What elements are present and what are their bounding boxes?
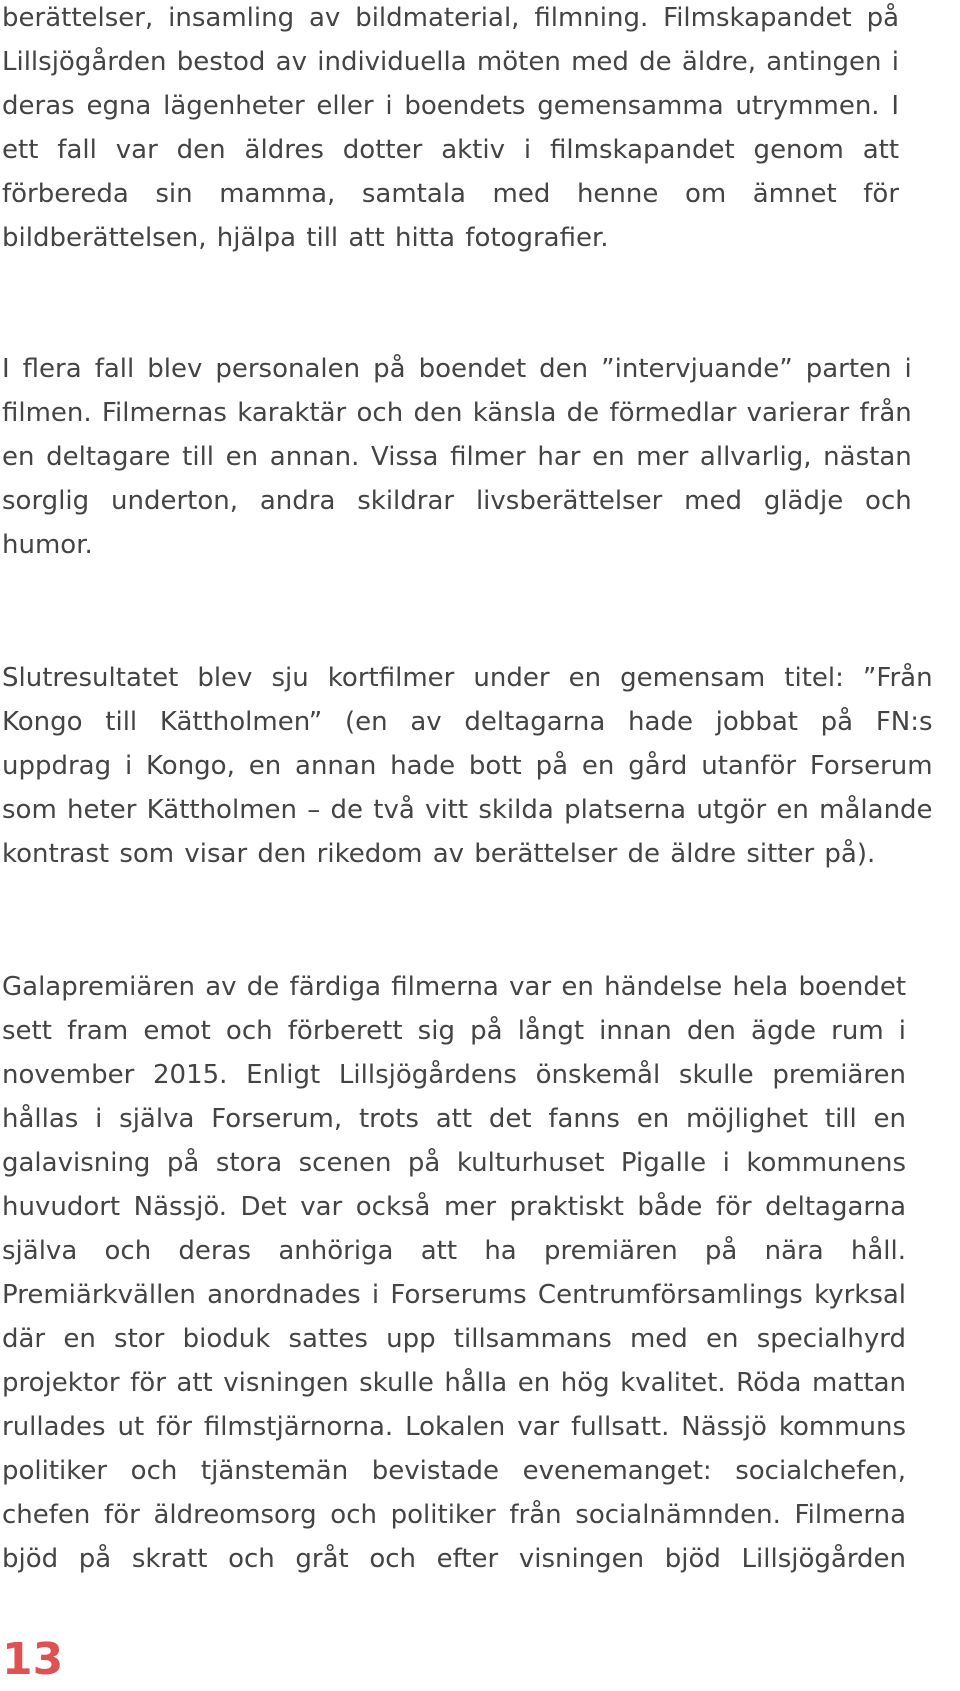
text-line: Kongo till Kättholmen” (en av deltagarna hade jobbat på FN:s xyxy=(2,707,933,737)
text-line: Premiärkvällen anordnades i Forserums Centrumförsamlings kyrksal xyxy=(2,1280,907,1310)
text-line: rullades ut för filmstjärnorna. Lokalen var fullsatt. Nässjö kommuns xyxy=(2,1412,907,1442)
text-line: humor. xyxy=(2,530,93,560)
text-line: hållas i själva Forserum, trots att det fanns en möjlighet till en xyxy=(2,1104,907,1134)
text-line: sorglig underton, andra skildrar livsberättelser med glädje och xyxy=(2,486,912,516)
text-line: bildberättelsen, hjälpa till att hitta fotografier. xyxy=(2,223,609,253)
text-line: Lillsjögården bestod av individuella möten med de äldre, antingen i xyxy=(2,47,900,77)
text-line: Slutresultatet blev sju kortfilmer under en gemensam titel: ”Från xyxy=(2,663,933,693)
text-line: filmen. Filmernas karaktär och den känsla de förmedlar varierar från xyxy=(2,398,912,428)
text-line: politiker och tjänstemän bevistade evenemanget: socialchefen, xyxy=(2,1456,907,1486)
text-line: Galapremiären av de färdiga filmerna var en händelse hela boendet xyxy=(2,972,907,1002)
text-line: själva och deras anhöriga att ha premiären på nära håll. xyxy=(2,1236,907,1266)
text-line: deras egna lägenheter eller i boendets gemensamma utrymmen. I xyxy=(2,91,900,121)
text-line: bjöd på skratt och gråt och efter visningen bjöd Lillsjögården xyxy=(2,1544,907,1574)
paragraph-staff-interviews xyxy=(2,347,912,567)
text-line: huvudort Nässjö. Det var också mer praktiskt både för deltagarna xyxy=(2,1192,907,1222)
page-number: 13 xyxy=(2,1634,64,1685)
text-line: galavisning på stora scenen på kulturhuset Pigalle i kommunens xyxy=(2,1148,907,1178)
text-line: uppdrag i Kongo, en annan hade bott på en gård utanför Forserum xyxy=(2,751,933,781)
paragraph-gala-premiere xyxy=(2,965,906,1581)
text-line: berättelser, insamling av bildmaterial, filmning. Filmskapandet på xyxy=(2,3,900,33)
text-line: där en stor bioduk sattes upp tillsammans med en specialhyrd xyxy=(2,1324,907,1354)
text-line: sett fram emot och förberett sig på långt innan den ägde rum i xyxy=(2,1016,907,1046)
text-line: kontrast som visar den rikedom av berättelser de äldre sitter på). xyxy=(2,839,876,869)
paragraph-filmmaking xyxy=(2,0,899,260)
text-line: chefen för äldreomsorg och politiker från socialnämnden. Filmerna xyxy=(2,1500,907,1530)
text-line: ett fall var den äldres dotter aktiv i filmskapandet genom att xyxy=(2,135,900,165)
text-line: I flera fall blev personalen på boendet den ”intervjuande” parten i xyxy=(2,354,912,384)
text-line: förbereda sin mamma, samtala med henne om ämnet för xyxy=(2,179,900,209)
text-line: november 2015. Enligt Lillsjögårdens önskemål skulle premiären xyxy=(2,1060,907,1090)
text-line: som heter Kättholmen – de två vitt skilda platserna utgör en målande xyxy=(2,795,933,825)
text-line: en deltagare till en annan. Vissa filmer har en mer allvarlig, nästan xyxy=(2,442,912,472)
text-line: projektor för att visningen skulle hålla en hög kvalitet. Röda mattan xyxy=(2,1368,907,1398)
paragraph-final-result xyxy=(2,656,933,876)
